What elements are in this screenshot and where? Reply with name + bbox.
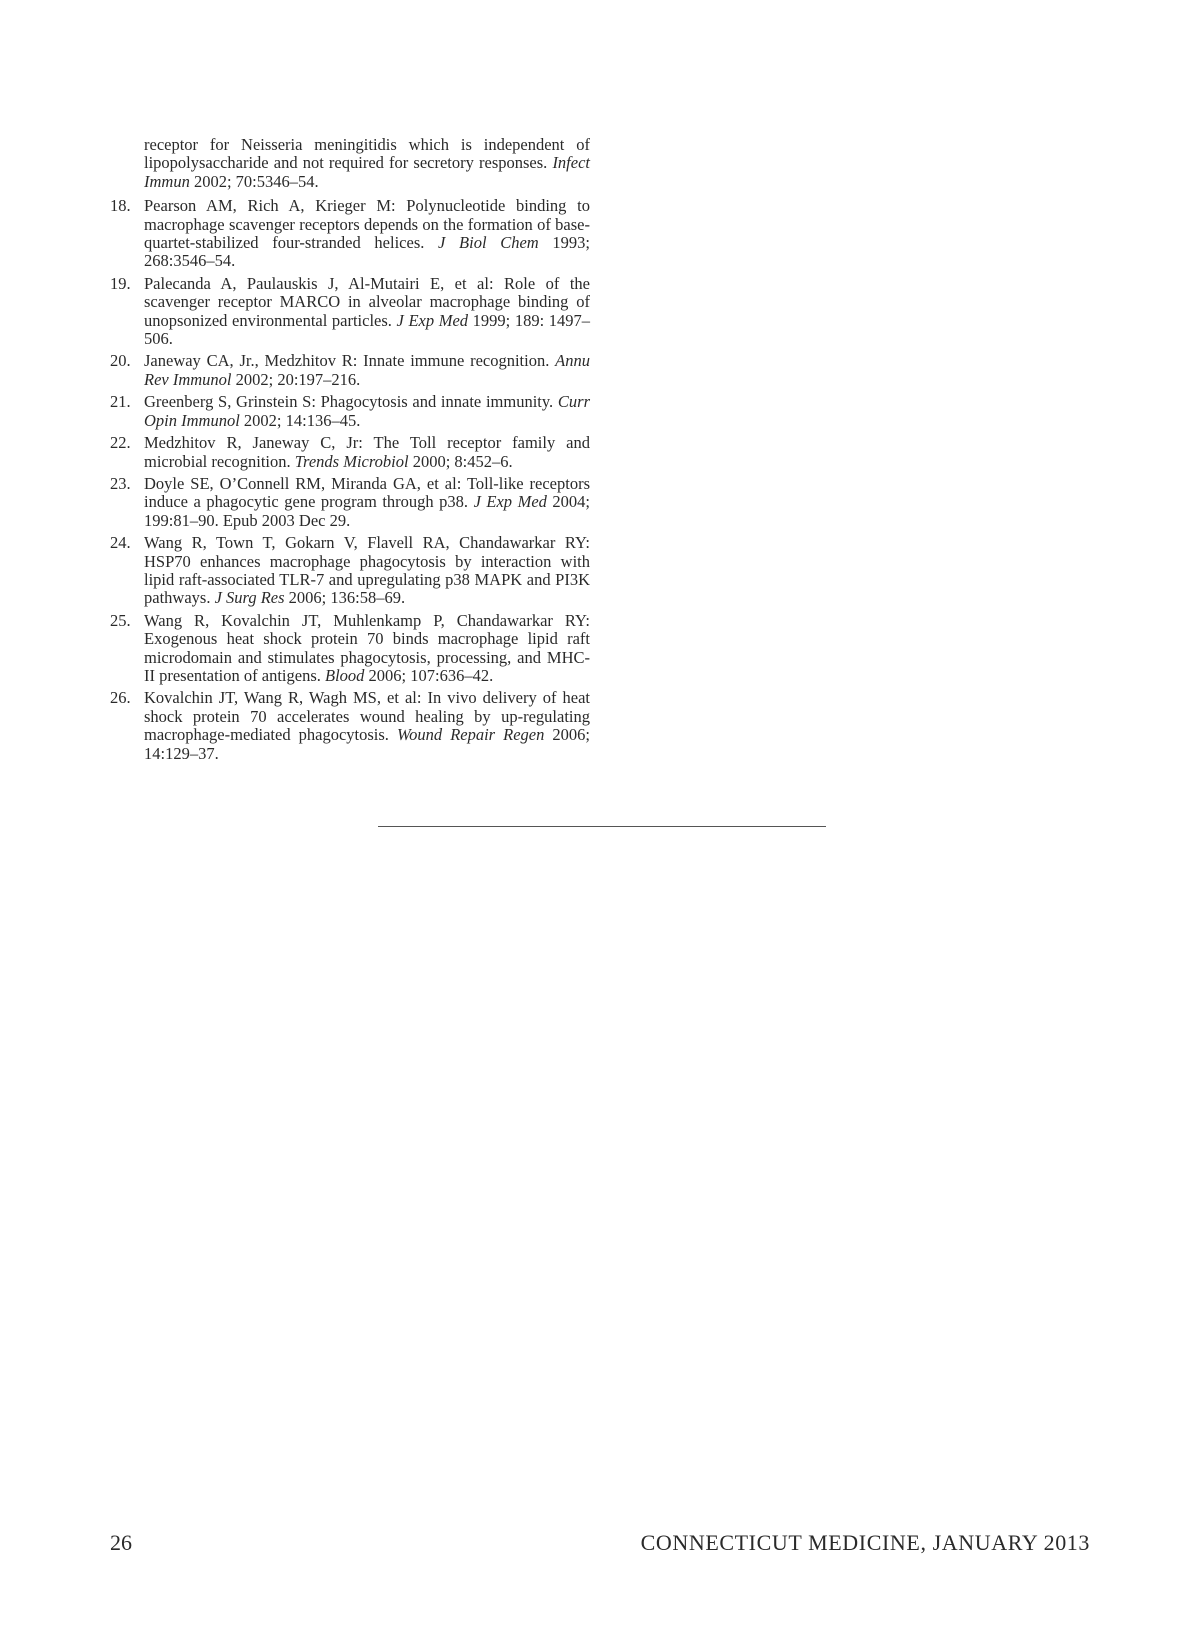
reference-item [110,393,590,430]
page-number: 26 [110,1530,132,1555]
reference-item [110,197,590,271]
reference-journal: Blood [324,665,365,685]
reference-text: Palecanda A, Paulauskis J, Al-Mutairi E, et al: Role of the scavenger receptor MARCO in alveolar macrophage binding of unopsonized environmental particles. [144,273,590,330]
reference-number: 20. [110,351,131,371]
reference-list [110,136,590,767]
reference-text: Kovalchin JT, Wang R, Wagh MS, et al: In vivo delivery of heat shock protein 70 accelerates wound healing by up-regulating macrophage-mediated phagocytosis. [144,688,590,745]
reference-journal: J Biol Chem [438,233,539,253]
reference-number: 25. [110,610,131,630]
reference-item [110,352,590,389]
reference-number: 23. [110,473,131,493]
reference-text: Medzhitov R, Janeway C, Jr: The Toll receptor family and microbial recognition. [144,433,590,471]
reference-item [110,275,590,349]
reference-citation: 1999; 189: 1497–506. [144,310,591,349]
reference-journal: J Exp Med [473,492,547,512]
reference-citation: 1993; 268:3546–54. [144,233,590,271]
reference-item [110,475,590,530]
running-footer: CONNECTICUT MEDICINE, JANUARY 2013 [640,1530,1090,1555]
reference-number: 26. [110,688,131,708]
reference-citation: 2006; 14:129–37. [144,725,590,763]
reference-text: receptor for Neisseria meningitidis which is independent of lipopolysaccharide and not required for secretory responses. [144,135,590,173]
reference-item [110,534,590,608]
reference-journal: Curr Opin Immunol [144,392,590,430]
reference-journal: Wound Repair Regen [396,725,545,745]
reference-item [110,689,590,763]
reference-item [110,434,590,471]
reference-text: Greenberg S, Grinstein S: Phagocytosis and innate immunity. [144,392,558,412]
reference-citation: 2006; 107:636–42. [364,665,494,685]
reference-citation: 2006; 136:58–69. [284,588,406,608]
reference-number: 21. [110,392,131,412]
reference-text: Doyle SE, O’Connell RM, Miranda GA, et al: Toll-like receptors induce a phagocytic gene program through p38. [144,473,590,512]
reference-citation: 2004; 199:81–90. Epub 2003 Dec 29. [144,492,590,530]
reference-item [110,136,590,191]
reference-text: Pearson AM, Rich A, Krieger M: Polynucleotide binding to macrophage scavenger receptors depends on the formation of base-quartet-stabilized four-stranded helices. [144,196,590,253]
section-divider [378,826,826,827]
reference-text: Wang R, Kovalchin JT, Muhlenkamp P, Chandawarkar RY: Exogenous heat shock protein 70 binds macrophage lipid raft microdomain and stimulates phagocytosis, processing, and MHC-II presentation of antigens. [144,610,590,685]
reference-number: 19. [110,273,131,293]
reference-journal: J Exp Med [396,310,469,330]
reference-text: Wang R, Town T, Gokarn V, Flavell RA, Chandawarkar RY: HSP70 enhances macrophage phagocytosis by interaction with lipid raft-associated TLR-7 and upregulating p38 MAPK and PI3K pathways. [144,533,590,608]
reference-citation: 2002; 20:197–216. [231,369,361,389]
reference-citation: 2000; 8:452–6. [408,451,513,471]
reference-citation: 2002; 14:136–45. [239,410,361,430]
reference-number: 24. [110,533,131,553]
reference-citation: 2002; 70:5346–54. [189,171,319,191]
reference-number: 18. [110,196,131,216]
reference-journal: Trends Microbiol [294,451,409,471]
reference-number: 22. [110,433,131,453]
reference-item [110,612,590,686]
reference-journal: Infect Immun [144,153,590,191]
reference-journal: J Surg Res [214,588,285,608]
reference-journal: Annu Rev Immunol [144,351,590,389]
reference-text: Janeway CA, Jr., Medzhitov R: Innate immune recognition. [144,351,556,371]
